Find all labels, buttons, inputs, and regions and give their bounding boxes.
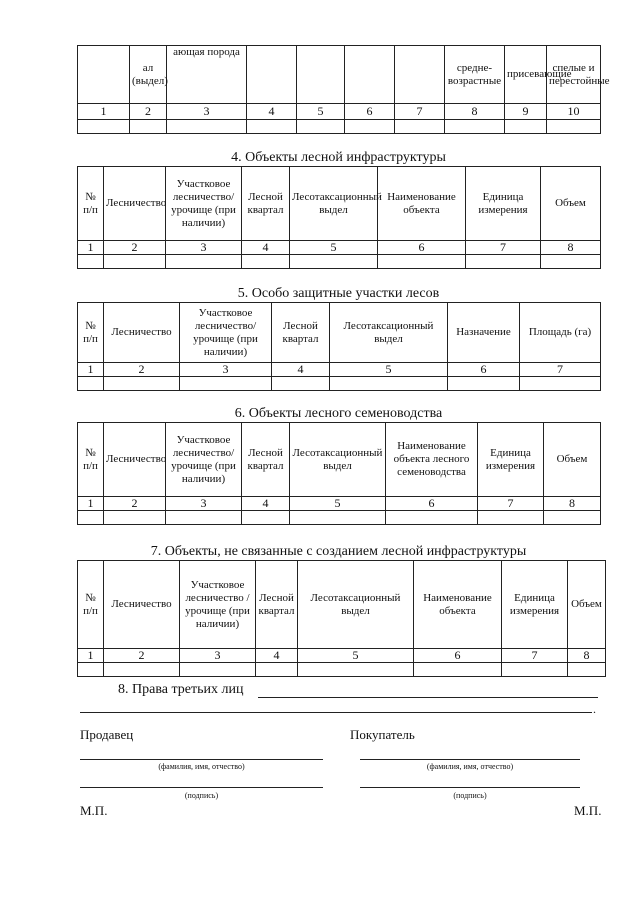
header-cell: Лесничество (104, 167, 166, 241)
header-cell: Наименование объекта (378, 167, 466, 241)
column-number: 6 (378, 241, 466, 255)
header-cell (345, 46, 395, 104)
column-number: 3 (167, 104, 247, 120)
table-cell[interactable] (345, 120, 395, 134)
header-cell: Лесничество (104, 561, 180, 649)
table-cell[interactable] (104, 255, 166, 269)
buyer-stamp-label: М.П. (574, 803, 602, 818)
table-cell[interactable] (247, 120, 297, 134)
column-number: 5 (290, 241, 378, 255)
column-number: 1 (78, 241, 104, 255)
table-cell[interactable] (272, 377, 330, 391)
header-cell: Участковое лесничество/ урочище (при наличии) (166, 167, 242, 241)
table-cell[interactable] (568, 663, 606, 677)
table-cell[interactable] (78, 663, 104, 677)
table-cell[interactable] (166, 255, 242, 269)
column-number: 9 (505, 104, 547, 120)
table-cell[interactable] (167, 120, 247, 134)
table-cell[interactable] (547, 120, 601, 134)
table-cell[interactable] (505, 120, 547, 134)
header-cell: № п/п (78, 561, 104, 649)
table-row (78, 511, 601, 525)
seller-signature-hint: (подпись) (184, 791, 219, 800)
table-cell[interactable] (78, 120, 130, 134)
table-cell[interactable] (378, 255, 466, 269)
table-cell[interactable] (180, 663, 256, 677)
table-cell[interactable] (544, 511, 601, 525)
column-number: 8 (544, 497, 601, 511)
table-cell[interactable] (502, 663, 568, 677)
table-cell[interactable] (290, 511, 386, 525)
table-cell[interactable] (180, 377, 272, 391)
header-cell: спелые и перестойные (547, 46, 601, 104)
column-number: 2 (104, 363, 180, 377)
table-cell[interactable] (297, 120, 345, 134)
header-cell (297, 46, 345, 104)
table-cell[interactable] (386, 511, 478, 525)
table-cell[interactable] (166, 511, 242, 525)
table-cell[interactable] (448, 377, 520, 391)
column-number: 1 (78, 649, 104, 663)
column-number: 8 (541, 241, 601, 255)
header-cell: Лесной квартал (256, 561, 298, 649)
table-cell[interactable] (478, 511, 544, 525)
header-cell: Лесотаксационный выдел (330, 303, 448, 363)
buyer-label: Покупатель (350, 727, 415, 742)
column-number: 4 (242, 497, 290, 511)
header-cell: Объем (568, 561, 606, 649)
header-cell: № п/п (78, 303, 104, 363)
column-number: 4 (256, 649, 298, 663)
third-party-rights-line-1[interactable] (258, 697, 598, 698)
header-cell: Наименование объекта лесного семеноводства (386, 423, 478, 497)
header-cell: № п/п (78, 423, 104, 497)
column-number: 3 (166, 241, 242, 255)
table-cell[interactable] (104, 511, 166, 525)
table-cell[interactable] (104, 377, 180, 391)
column-number: 5 (297, 104, 345, 120)
column-number: 2 (104, 649, 180, 663)
header-cell: Лесной квартал (242, 423, 290, 497)
section-6-title: 6. Объекты лесного семеноводства (234, 406, 443, 421)
seller-name-hint: (фамилия, имя, отчество) (158, 762, 245, 771)
table-row (78, 255, 601, 269)
buyer-signature-hint: (подпись) (453, 791, 487, 800)
column-number: 4 (247, 104, 297, 120)
table-cell[interactable] (130, 120, 167, 134)
buyer-signature-line[interactable] (360, 787, 580, 788)
header-cell: Назначение (448, 303, 520, 363)
header-cell: Лесотаксационный выдел (290, 167, 378, 241)
column-number: 1 (78, 363, 104, 377)
seller-signature-line[interactable] (80, 787, 323, 788)
header-cell (247, 46, 297, 104)
table-cell[interactable] (290, 255, 378, 269)
seller-stamp-label: М.П. (80, 803, 108, 818)
header-cell: Лесной квартал (272, 303, 330, 363)
table-cell[interactable] (298, 663, 414, 677)
column-number: 7 (395, 104, 445, 120)
column-number: 5 (298, 649, 414, 663)
buyer-name-hint: (фамилия, имя, отчество) (426, 762, 514, 771)
table-cell[interactable] (242, 511, 290, 525)
column-number: 6 (448, 363, 520, 377)
table-cell[interactable] (104, 663, 180, 677)
table-cell[interactable] (78, 377, 104, 391)
column-number: 3 (180, 649, 256, 663)
line-end-dot: . (593, 702, 596, 716)
header-cell: Участковое лесничество/ урочище (при наличии) (180, 303, 272, 363)
seller-label: Продавец (80, 727, 134, 742)
table-cell[interactable] (330, 377, 448, 391)
column-number: 7 (520, 363, 601, 377)
column-number: 5 (330, 363, 448, 377)
table-cell[interactable] (466, 255, 541, 269)
seller-name-line[interactable] (80, 759, 323, 760)
column-number: 4 (242, 241, 290, 255)
header-cell: № п/п (78, 167, 104, 241)
column-number: 6 (345, 104, 395, 120)
table-cell[interactable] (78, 511, 104, 525)
header-cell: Лесничество (104, 303, 180, 363)
column-number: 2 (130, 104, 167, 120)
header-cell: Объем (541, 167, 601, 241)
table-cell[interactable] (395, 120, 445, 134)
header-cell: присевающие (505, 46, 547, 104)
table-cell[interactable] (242, 255, 290, 269)
table-cell[interactable] (256, 663, 298, 677)
header-cell: ающая порода (167, 46, 247, 104)
protective-areas-table (77, 302, 601, 391)
header-cell: средне-возрастные (445, 46, 505, 104)
table-row (78, 377, 601, 391)
header-cell: Лесотаксационный выдел (298, 561, 414, 649)
column-number: 7 (502, 649, 568, 663)
forest-stand-table (77, 45, 610, 134)
column-number: 7 (478, 497, 544, 511)
section-5-title: 5. Особо защитные участки лесов (237, 286, 440, 301)
table-cell[interactable] (520, 377, 601, 391)
table-cell[interactable] (445, 120, 505, 134)
column-number: 10 (547, 104, 601, 120)
column-number: 1 (78, 104, 130, 120)
section-4-title: 4. Объекты лесной инфраструктуры (231, 150, 446, 165)
header-cell: Наименование объекта (414, 561, 502, 649)
third-party-rights-line-2[interactable] (80, 712, 592, 713)
column-number: 3 (166, 497, 242, 511)
table-cell[interactable] (541, 255, 601, 269)
header-cell: Лесной квартал (242, 167, 290, 241)
column-number: 2 (104, 241, 166, 255)
column-number: 8 (445, 104, 505, 120)
header-cell: Участковое лесничество/ урочище (при наличии) (166, 423, 242, 497)
header-cell: Объем (544, 423, 601, 497)
header-cell: ал (выдел) (130, 46, 167, 104)
header-cell: Единица измерения (502, 561, 568, 649)
column-number: 5 (290, 497, 386, 511)
table-row (78, 663, 606, 677)
column-number: 4 (272, 363, 330, 377)
header-cell: Площадь (га) (520, 303, 601, 363)
seed-production-table (77, 422, 601, 525)
column-number: 6 (414, 649, 502, 663)
column-number: 6 (386, 497, 478, 511)
infrastructure-table (77, 166, 601, 269)
table-row (78, 120, 601, 134)
table-cell[interactable] (78, 255, 104, 269)
section-8-title: 8. Права третьих лиц (118, 682, 244, 697)
buyer-name-line[interactable] (360, 759, 580, 760)
section-7-title: 7. Объекты, не связанные с созданием лесной инфраструктуры (150, 544, 527, 559)
table-cell[interactable] (414, 663, 502, 677)
header-cell: Лесотаксационный выдел (290, 423, 386, 497)
column-number: 1 (78, 497, 104, 511)
header-cell (78, 46, 130, 104)
header-cell: Единица измерения (466, 167, 541, 241)
header-cell: Лесничество (104, 423, 166, 497)
non-infrastructure-table (77, 560, 606, 677)
column-number: 2 (104, 497, 166, 511)
column-number: 8 (568, 649, 606, 663)
header-cell (395, 46, 445, 104)
column-number: 3 (180, 363, 272, 377)
header-cell: Единица измерения (478, 423, 544, 497)
column-number: 7 (466, 241, 541, 255)
header-cell: Участковое лесничество / урочище (при наличии) (180, 561, 256, 649)
